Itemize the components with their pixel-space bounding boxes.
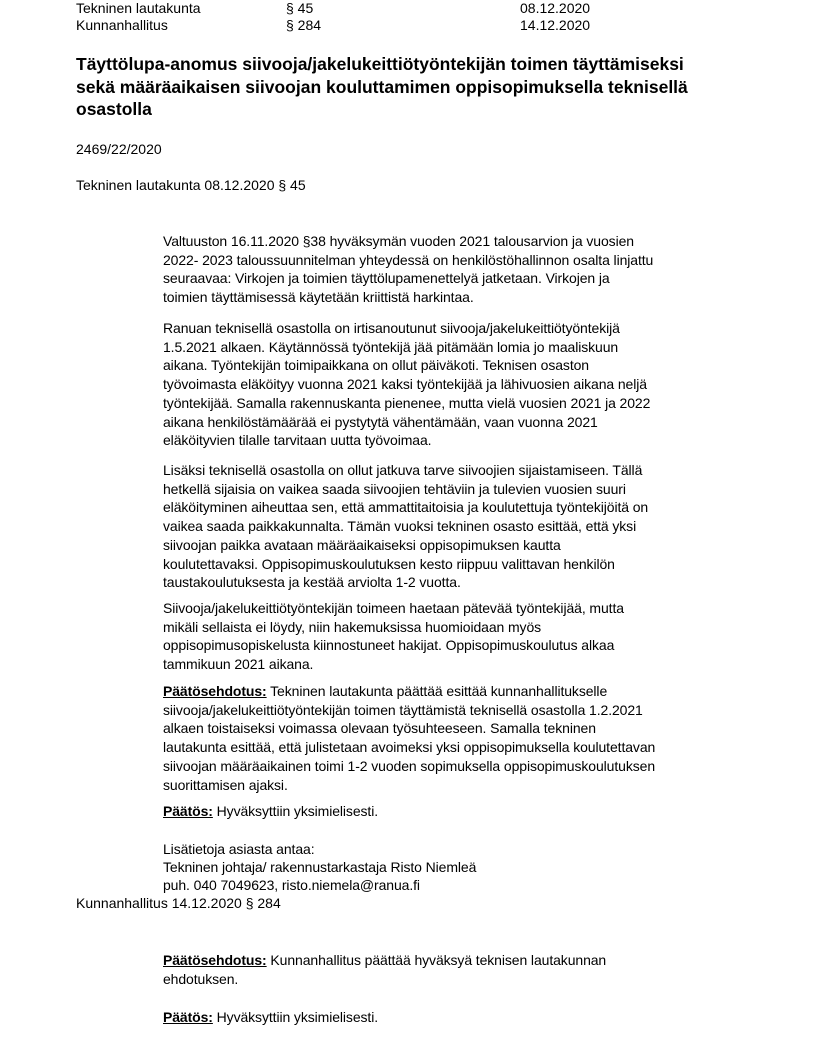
paragraph-line: Lisäksi teknisellä osastolla on ollut jatkuva tarve siivoojien sijaistamiseen. Tällä [163, 462, 643, 478]
contact-line: Tekninen johtaja/ rakennustarkastaja Risto Niemleä [163, 859, 477, 875]
contact-line: puh. 040 7049623, risto.niemela@ranua.fi [163, 877, 420, 893]
paragraph-line: Valtuuston 16.11.2020 §38 hyväksymän vuoden 2021 talousarvion ja vuosien [163, 233, 634, 249]
decision-label: Päätös: [163, 803, 213, 819]
decision-technical-board [163, 802, 378, 821]
paragraph-line: eläköityvien tilalle tarvitaan uutta työvoimaa. [163, 432, 432, 449]
body-paragraph [163, 461, 648, 592]
section-heading-municipal-board: Kunnanhallitus 14.12.2020 § 284 [76, 895, 281, 911]
paragraph-line: aikana. Työntekijän toimipaikkana on ollut päiväkoti. Teknisen osaston [163, 357, 589, 374]
paragraph-line: Ranuan teknisellä osastolla on irtisanoutunut siivooja/jakelukeittiötyöntekijä [163, 320, 620, 336]
paragraph-line: tammikuun 2021 aikana. [163, 656, 314, 673]
header-date: 14.12.2020 [520, 17, 591, 33]
paragraph-line: siivoojan paikka avataan määräaikaiseksi oppisopimuksen kautta [163, 536, 561, 553]
contact-info [163, 840, 476, 894]
paragraph-line: taustakoulutuksesta ja kestää arviolta 1-2 vuotta. [163, 574, 461, 591]
decision-municipal-board [163, 1008, 378, 1027]
body-paragraph [163, 599, 624, 674]
section-heading-technical-board: Tekninen lautakunta 08.12.2020 § 45 [76, 177, 306, 193]
paragraph-line: aikana henkilöstämäärää ei pystytytä vähentämään, vaan vuonna 2021 [163, 413, 598, 430]
body-paragraph [163, 319, 650, 450]
header-body: Kunnanhallitus [76, 17, 168, 33]
paragraph-line: seuraavaa: Virkojen ja toimien täyttölupamenettelyä jatketaan. Virkojen ja [163, 270, 610, 287]
decision-text: Hyväksyttiin yksimielisesti. [212, 803, 379, 819]
decision-label: Päätös: [163, 1009, 213, 1025]
paragraph-line: 1.5.2021 alkaen. Käytännössä työntekijä jää pitämään lomia jo maaliskuun [163, 338, 619, 355]
paragraph-line: Siivooja/jakelukeittiötyöntekijän toimeen haetaan pätevää työntekijää, mutta [163, 600, 624, 616]
header-section: § 284 [286, 17, 322, 33]
header-date: 08.12.2020 [520, 0, 591, 16]
proposal-technical-board [163, 682, 655, 794]
paragraph-line: koulutettavaksi. Oppisopimuskoulutuksen kesto riippuu valittavan henkilön [163, 555, 615, 572]
proposal-label: Päätösehdotus: [163, 952, 267, 968]
title-line: sekä määräaikaisen siivoojan kouluttamimen oppisopimuksella teknisellä [76, 76, 688, 97]
paragraph-line: mikäli sellaista ei löydy, niin hakemuksissa huomioidaan myös [163, 618, 542, 635]
proposal-line: siivoojan määräaikainen toimi 1-2 vuoden sopimuksella oppisopimuskoulutuksen [163, 757, 656, 774]
contact-line: Lisätietoja asiasta antaa: [163, 841, 315, 857]
decision-text: Hyväksyttiin yksimielisesti. [212, 1009, 379, 1025]
proposal-line: suorittamisen ajaksi. [163, 776, 288, 793]
proposal-line: Kunnanhallitus päättää hyväksyä teknisen lautakunnan [266, 952, 607, 968]
paragraph-line: toimien täyttämisessä käytetään kriittistä harkintaa. [163, 289, 474, 306]
paragraph-line: työvoimasta eläköityy vuonna 2021 kaksi työntekijää ja lähivuosien aikana neljä [163, 376, 647, 393]
record-number: 2469/22/2020 [76, 141, 162, 157]
header-section: § 45 [286, 0, 314, 16]
proposal-line: alkaen toistaiseksi voimassa olevaan työsuhteeseen. Samalla tekninen [163, 720, 596, 737]
proposal-municipal-board [163, 951, 606, 988]
header-body: Tekninen lautakunta [76, 0, 201, 16]
paragraph-line: työntekijää. Samalla rakennuskanta pienenee, mutta vielä vuosien 2021 ja 2022 [163, 394, 651, 411]
proposal-line: ehdotuksen. [163, 970, 239, 987]
proposal-line: Tekninen lautakunta päättää esittää kunnanhallitukselle [266, 683, 608, 699]
paragraph-line: hetkellä sijaisia on vaikea saada siivoojien tehtäviin ja tulevien vuosien suuri [163, 480, 626, 497]
paragraph-line: 2022- 2023 taloussuunnitelman yhteydessä on henkilöstöhallinnon osalta linjattu [163, 251, 654, 268]
paragraph-line: oppisopimusopiskelusta kiinnostuneet hakijat. Oppisopimuskoulutus alkaa [163, 637, 615, 654]
proposal-line: lautakunta esittää, että julistetaan avoimeksi yksi oppisopimuksella koulutettavan [163, 739, 656, 756]
title-line: Täyttölupa-anomus siivooja/jakelukeittiötyöntekijän toimen täyttämiseksi [76, 54, 684, 74]
proposal-line: siivooja/jakelukeittiötyöntekijän toimen täyttämistä teknisellä osastolla 1.2.2021 [163, 701, 643, 718]
document-title [76, 53, 688, 121]
paragraph-line: eläköityminen aiheuttaa sen, että ammattitaitoisia ja koulutettuja työntekijöitä on [163, 499, 649, 516]
title-line: osastolla [76, 99, 152, 119]
proposal-label: Päätösehdotus: [163, 683, 267, 699]
body-paragraph [163, 232, 653, 307]
paragraph-line: vaikea saada paikkakunnalta. Tämän vuoksi tekninen osasto esittää, että yksi [163, 518, 637, 535]
